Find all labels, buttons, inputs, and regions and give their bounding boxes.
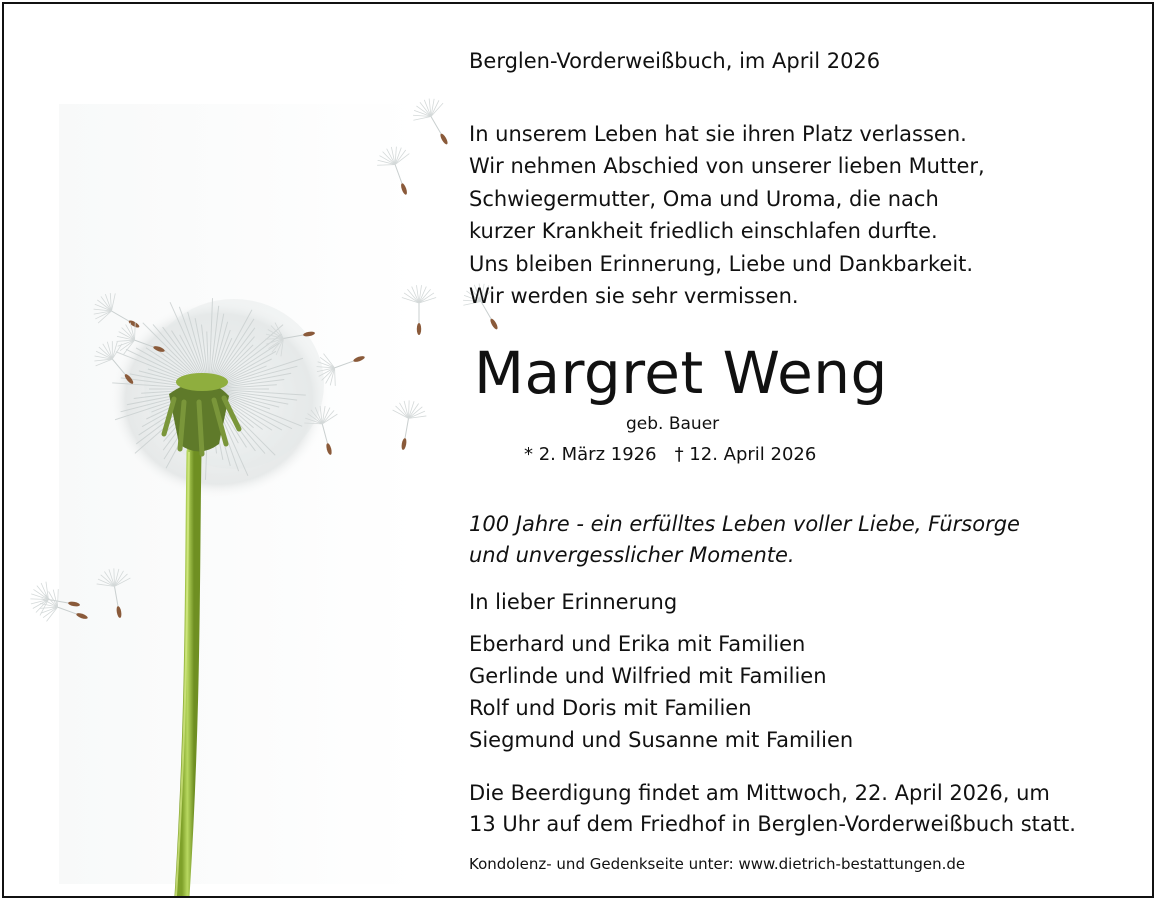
deceased-name: Margret Weng <box>474 339 888 407</box>
obituary-notice <box>2 2 1154 898</box>
birth-name: geb. Bauer <box>626 414 720 434</box>
birth-date: * 2. März 1926 <box>524 444 657 465</box>
verse-line: kurzer Krankheit friedlich einschlafen durfte. <box>469 219 938 244</box>
life-quote <box>469 509 1020 570</box>
funeral-line: Die Beerdigung findet am Mittwoch, 22. April 2026, um <box>469 781 1050 805</box>
verse-line: Wir werden sie sehr vermissen. <box>469 284 799 309</box>
condolence-link[interactable]: Kondolenz- und Gedenkseite unter: www.dietrich-bestattungen.de <box>469 855 966 873</box>
death-date: † 12. April 2026 <box>674 444 817 465</box>
quote-line: und unvergesslicher Momente. <box>469 542 795 567</box>
verse-line: Wir nehmen Abschied von unserer lieben Mutter, <box>469 154 985 179</box>
quote-line: 100 Jahre - ein erfülltes Leben voller Liebe, Fürsorge <box>469 512 1020 536</box>
mourner-item: Gerlinde und Wilfried mit Familien <box>469 664 827 688</box>
memory-heading: In lieber Erinnerung <box>469 590 678 614</box>
verse-line: Schwiegermutter, Oma und Uroma, die nach <box>469 186 939 211</box>
mourner-item: Rolf und Doris mit Familien <box>469 696 752 720</box>
place-date: Berglen-Vorderweißbuch, im April 2026 <box>469 49 881 73</box>
verse-line: In unserem Leben hat sie ihren Platz verlassen. <box>469 122 967 146</box>
mourner-item: Eberhard und Erika mit Familien <box>469 632 806 656</box>
mourners-list <box>469 628 853 756</box>
memorial-verse <box>469 118 985 312</box>
verse-line: Uns bleiben Erinnerung, Liebe und Dankbarkeit. <box>469 251 974 276</box>
funeral-line: 13 Uhr auf dem Friedhof in Berglen-Vorderweißbuch statt. <box>469 812 1076 836</box>
mourner-item: Siegmund und Susanne mit Familien <box>469 728 854 752</box>
funeral-info <box>469 778 1076 840</box>
life-dates <box>524 446 816 464</box>
